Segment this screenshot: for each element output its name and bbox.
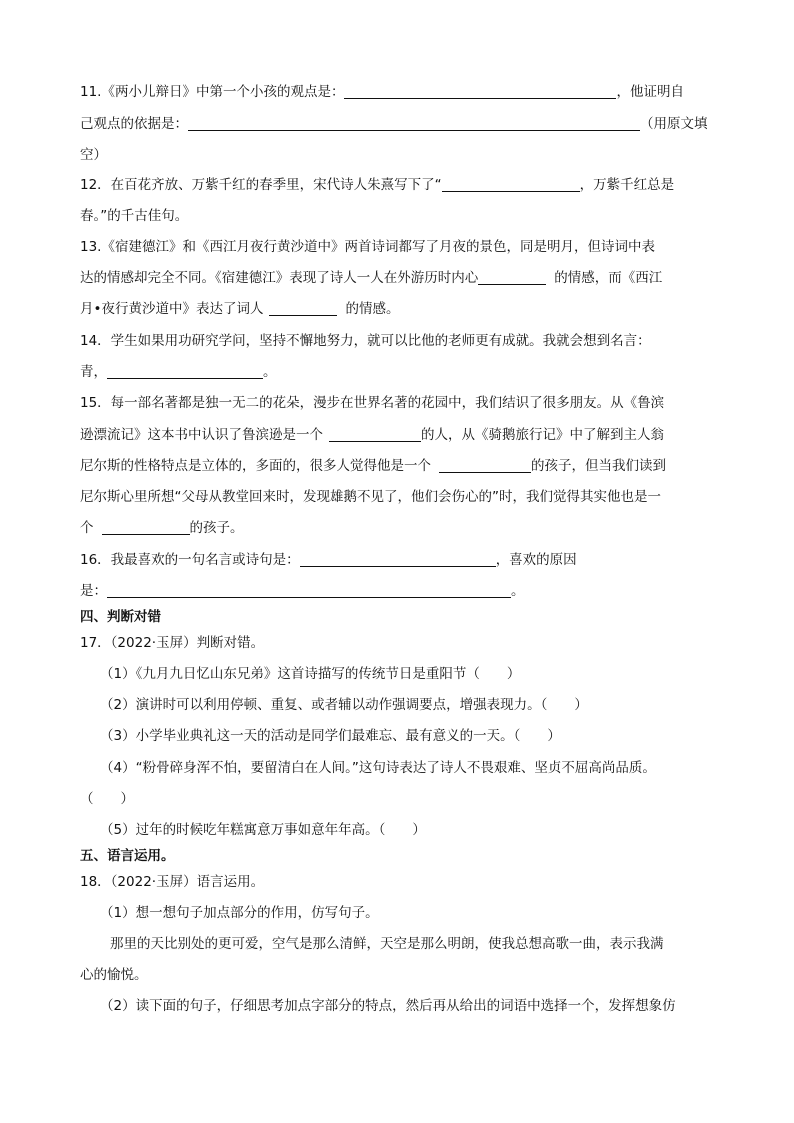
q12-text-b: ，万紫千红总是 (579, 177, 675, 193)
q12-line2 (80, 206, 188, 226)
q11-text-d: （用原文填 (640, 116, 708, 132)
q14-text-a: 14．学生如果用功研究学问，坚持不懈地努力，就可以比他的老师更有成就。我就会想到名言： (80, 333, 651, 349)
q15-text-c: 的人，从《骑鹅旅行记》中了解到主人翁 (421, 427, 664, 443)
q18-sub-1: （1）想一想句子加点部分的作用，仿写句子。 (100, 905, 379, 921)
q12-text-a: 12．在百花齐放、万紫千红的春季里，宋代诗人朱熹写下了“ (80, 177, 442, 193)
q11-line3 (80, 145, 107, 165)
q15-line5 (80, 518, 244, 538)
q14-text-b: 青， (80, 364, 107, 380)
q15-line2 (80, 425, 664, 445)
q14-text-c: 。 (263, 364, 277, 380)
answer-blank[interactable] (478, 270, 546, 285)
q17-item-4-paren: （ ） (80, 791, 134, 807)
answer-blank[interactable] (188, 116, 640, 131)
q11-line1 (80, 82, 684, 102)
q17-item-2: （2）演讲时可以利用停顿、重复、或者辅以动作强调要点，增强表现力。（ ） (100, 697, 588, 713)
q16-text-a: 16．我最喜欢的一句名言或诗句是： (80, 552, 300, 568)
section-heading-4: 四、判断对错 (80, 609, 161, 625)
answer-blank[interactable] (442, 177, 580, 192)
q17-item-1: （1）《九月九日忆山东兄弟》这首诗描写的传统节日是重阳节（ ） (100, 666, 521, 682)
q16-text-b: ，喜欢的原因 (495, 552, 577, 568)
answer-blank[interactable] (269, 301, 337, 316)
q11-line2 (80, 114, 708, 134)
q17-text: 17．（2022·玉屏）判断对错。 (80, 635, 265, 651)
answer-blank[interactable] (439, 458, 531, 473)
q12-text-c: 春。”的千古佳句。 (80, 208, 189, 224)
answer-blank[interactable] (107, 364, 263, 379)
q13-text-e: 的情感。 (345, 301, 400, 317)
q18-sub-2: （2）读下面的句子，仔细思考加点字部分的特点，然后再从给出的词语中选择一个，发挥想象仿 (100, 998, 676, 1014)
q13-line2 (80, 268, 662, 288)
q15-line1 (80, 393, 664, 413)
q12-line1 (80, 175, 674, 195)
answer-blank[interactable] (107, 583, 511, 598)
q13-text-c: 的情感，而《西江 (554, 270, 663, 286)
q13-text-a: 13.《宿建德江》和《西江月夜行黄沙道中》两首诗词都写了月夜的景色，同是明月，但诗词中表 (80, 239, 655, 255)
q11-text-e: 空） (80, 147, 107, 163)
q15-text-b: 逊漂流记》这本书中认识了鲁滨逊是一个 (80, 427, 323, 443)
q13-line1 (80, 237, 655, 257)
section-heading-5: 五、语言运用。 (80, 848, 175, 864)
q11-text-b: ，他证明自 (616, 84, 684, 100)
q15-text-d: 尼尔斯的性格特点是立体的，多面的，很多人觉得他是一个 (80, 458, 431, 474)
q18-title (80, 872, 264, 892)
q17-title (80, 633, 264, 653)
q15-line4 (80, 487, 661, 507)
answer-blank[interactable] (300, 552, 496, 567)
q15-text-a: 15．每一部名著都是独一无二的花朵，漫步在世界名著的花园中，我们结识了很多朋友。从《鲁滨 (80, 395, 665, 411)
q18-passage-line2: 心的愉悦。 (80, 967, 148, 983)
q16-line1 (80, 550, 577, 570)
q18-text: 18．（2022·玉屏）语言运用。 (80, 874, 265, 890)
q15-line3 (80, 456, 666, 476)
q13-text-b: 达的情感却完全不同。《宿建德江》表现了诗人一人在外游历时内心 (80, 270, 479, 286)
q11-text-a: 11.《两小儿辩日》中第一个小孩的观点是： (80, 84, 345, 100)
q17-item-5: （5）过年的时候吃年糕寓意万事如意年年高。（ ） (100, 822, 426, 838)
q15-text-f: 尼尔斯心里所想“父母从教堂回来时，发现雄鹅不见了，他们会伤心的”时，我们觉得其实他也是一 (80, 489, 661, 505)
q13-line3 (80, 299, 399, 319)
q14-line1 (80, 331, 651, 351)
answer-blank[interactable] (329, 427, 421, 442)
q13-text-d: 月•夜行黄沙道中》表达了词人 (80, 301, 264, 317)
answer-blank[interactable] (102, 520, 190, 535)
q16-text-d: 。 (511, 583, 525, 599)
answer-blank[interactable] (344, 84, 616, 99)
q15-text-h: 的孩子。 (189, 520, 244, 536)
q16-text-c: 是： (80, 583, 107, 599)
q16-line2 (80, 581, 525, 601)
q15-text-g: 个 (80, 520, 94, 536)
q11-text-c: 己观点的依据是： (80, 116, 188, 132)
q17-item-4: （4）“粉骨碎身浑不怕，要留清白在人间。”这句诗表达了诗人不畏艰难、坚贞不屈高尚品质。 (100, 760, 656, 776)
q18-passage-line1: 那里的天比别处的更可爱，空气是那么清鲜，天空是那么明朗，使我总想高歌一曲，表示我满 (110, 936, 664, 952)
q17-item-3: （3）小学毕业典礼这一天的活动是同学们最难忘、最有意义的一天。（ ） (100, 728, 561, 744)
q14-line2 (80, 362, 277, 382)
q15-text-e: 的孩子，但当我们读到 (531, 458, 666, 474)
